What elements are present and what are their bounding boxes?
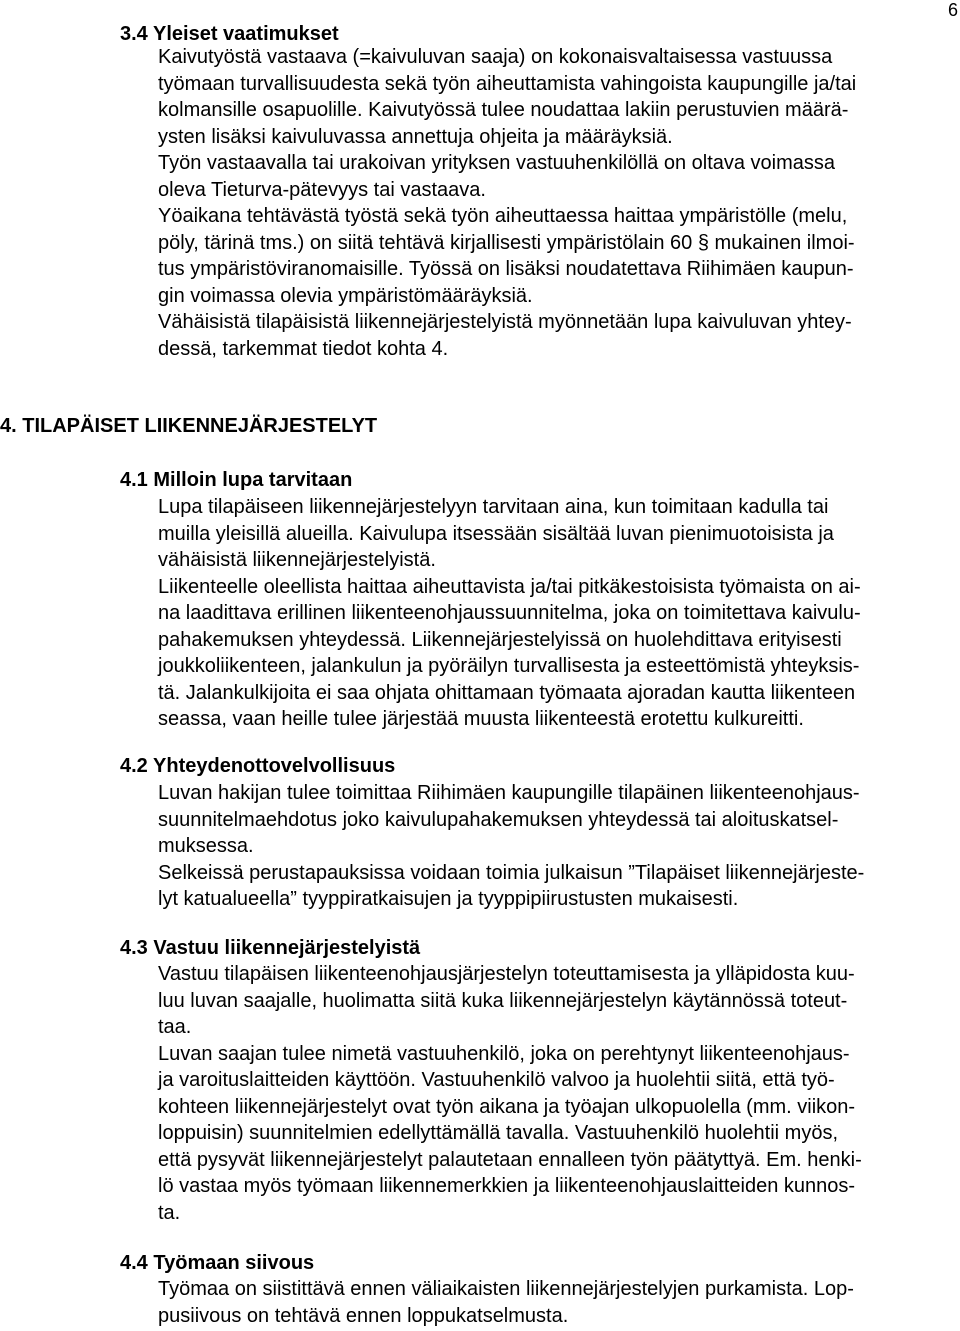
body-line: ja varoituslaitteiden käyttöön. Vastuuhenkilö valvoo ja huolehtii siitä, että työ- xyxy=(158,1069,835,1091)
section-4-1-heading xyxy=(120,467,352,493)
body-line: ta. xyxy=(158,1201,181,1224)
body-line: Luvan hakijan tulee toimittaa Riihimäen kaupungille tilapäinen liikenteenohjaus- xyxy=(158,782,860,804)
section-3-4-body xyxy=(158,44,856,362)
body-line: suunnitelmaehdotus joko kaivulupahakemuksen yhteydessä tai aloituskatsel- xyxy=(158,808,839,831)
body-line: Työn vastaavalla tai urakoivan yrityksen vastuuhenkilöllä on oltava voimassa xyxy=(158,152,836,174)
body-line: ysten lisäksi kaivuluvassa annettuja ohjeita ja määräyksiä. xyxy=(158,125,673,148)
body-line: kolmansille osapuolille. Kaivutyössä tulee noudattaa lakiin perustuvien määrä- xyxy=(158,99,849,121)
body-line: seassa, vaan heille tulee järjestää muusta liikenteestä erotettu kulkureitti. xyxy=(158,708,804,730)
body-line: Selkeissä perustapauksissa voidaan toimia julkaisun ”Tilapäiset liikennejärjeste- xyxy=(158,861,865,884)
section-4-4-title: Työmaan siivous xyxy=(153,1252,315,1274)
body-line: joukkoliikenteen, jalankulun ja pyöräilyn turvallisesta ja esteettömistä yhteyksis- xyxy=(158,655,860,677)
body-line: dessä, tarkemmat tiedot kohta 4. xyxy=(158,337,449,360)
body-line: gin voimassa olevia ympäristömääräyksiä. xyxy=(158,284,533,307)
body-line: Luvan saajan tulee nimetä vastuuhenkilö, joka on perehtynyt liikenteenohjaus- xyxy=(158,1042,850,1065)
section-4-3-body xyxy=(158,961,862,1226)
body-line: Lupa tilapäiseen liikennejärjestelyyn tarvitaan aina, kun toimitaan kadulla tai xyxy=(158,496,829,518)
section-4-2-number: 4.2 xyxy=(120,755,148,777)
section-3-4-number: 3.4 xyxy=(120,23,148,45)
section-4-4-heading xyxy=(120,1250,314,1276)
body-line: työmaan turvallisuudesta sekä työn aiheuttamista vahingoista kaupungille ja/tai xyxy=(158,72,857,95)
body-line: taa. xyxy=(158,1016,192,1038)
body-line: loppuisin) suunnitelmien edellyttämällä tavalla. Vastuuhenkilö huolehtii myös, xyxy=(158,1122,839,1144)
body-line: Työmaa on siistittävä ennen väliaikaisten liikennejärjestelyjen purkamista. Lop- xyxy=(158,1278,854,1300)
section-4-3-title: Vastuu liikennejärjestelyistä xyxy=(153,937,421,959)
section-4-1-body xyxy=(158,494,861,733)
section-4-4-body xyxy=(158,1276,854,1329)
body-line: että pysyvät liikennejärjestelyt palautetaan ennalleen työn päätyttyä. Em. henki- xyxy=(158,1148,862,1171)
body-line: pusiivous on tehtävä ennen loppukatselmusta. xyxy=(158,1304,569,1327)
section-4-3-number: 4.3 xyxy=(120,937,148,959)
body-line: Vähäisistä tilapäisistä liikennejärjestelyistä myönnetään lupa kaivuluvan yhtey- xyxy=(158,311,852,333)
section-4-heading xyxy=(0,413,377,439)
body-line: tus ympäristöviranomaisille. Työssä on lisäksi noudatettava Riihimäen kaupun- xyxy=(158,258,854,280)
body-line: pahakemuksen yhteydessä. Liikennejärjestelyissä on huolehdittava erityisesti xyxy=(158,628,842,651)
body-line: oleva Tieturva-pätevyys tai vastaava. xyxy=(158,178,486,201)
body-line: vähäisistä liikennejärjestelyistä. xyxy=(158,549,436,571)
section-3-4-title: Yleiset vaatimukset xyxy=(153,23,339,45)
body-line: Kaivutyöstä vastaava (=kaivuluvan saaja) on kokonaisvaltaisessa vastuussa xyxy=(158,46,833,68)
body-line: Yöaikana tehtävästä työstä sekä työn aiheuttaessa haittaa ympäristölle (melu, xyxy=(158,205,848,227)
section-4-number: 4. xyxy=(0,415,17,437)
body-line: lyt katualueella” tyyppiratkaisujen ja tyyppipiirustusten mukaisesti. xyxy=(158,888,739,910)
body-line: kohteen liikennejärjestelyt ovat työn aikana ja työajan ulkopuolella (mm. viikon- xyxy=(158,1095,856,1118)
section-4-1-number: 4.1 xyxy=(120,469,148,491)
section-4-2-heading xyxy=(120,753,395,779)
body-line: lö vastaa myös työmaan liikennemerkkien ja liikenteenohjauslaitteiden kunnos- xyxy=(158,1175,856,1197)
page-number: 6 xyxy=(947,0,958,20)
section-4-3-heading xyxy=(120,935,420,961)
section-4-4-number: 4.4 xyxy=(120,1252,148,1274)
section-4-title: TILAPÄISET LIIKENNEJÄRJESTELYT xyxy=(22,415,378,437)
body-line: luu luvan saajalle, huolimatta siitä kuka liikennejärjestelyn käytännössä toteut- xyxy=(158,989,848,1012)
body-line: Liikenteelle oleellista haittaa aiheuttavista ja/tai pitkäkestoisista työmaista on ai- xyxy=(158,575,861,598)
body-line: muilla yleisillä alueilla. Kaivulupa itsessään sisältää luvan pienimuotoisista ja xyxy=(158,522,834,545)
section-4-2-title: Yhteydenottovelvollisuus xyxy=(153,755,396,777)
body-line: pöly, tärinä tms.) on siitä tehtävä kirjallisesti ympäristölain 60 § mukainen ilmoi- xyxy=(158,231,855,254)
section-4-2-body xyxy=(158,780,864,913)
section-4-1-title: Milloin lupa tarvitaan xyxy=(153,469,353,491)
body-line: na laadittava erillinen liikenteenohjaussuunnitelma, joka on toimitettava kaivulu- xyxy=(158,602,861,624)
body-line: Vastuu tilapäisen liikenteenohjausjärjestelyn toteuttamisesta ja ylläpidosta kuu- xyxy=(158,963,855,985)
body-line: muksessa. xyxy=(158,835,254,857)
body-line: tä. Jalankulkijoita ei saa ohjata ohittamaan työmaata ajoradan kautta liikenteen xyxy=(158,681,856,704)
